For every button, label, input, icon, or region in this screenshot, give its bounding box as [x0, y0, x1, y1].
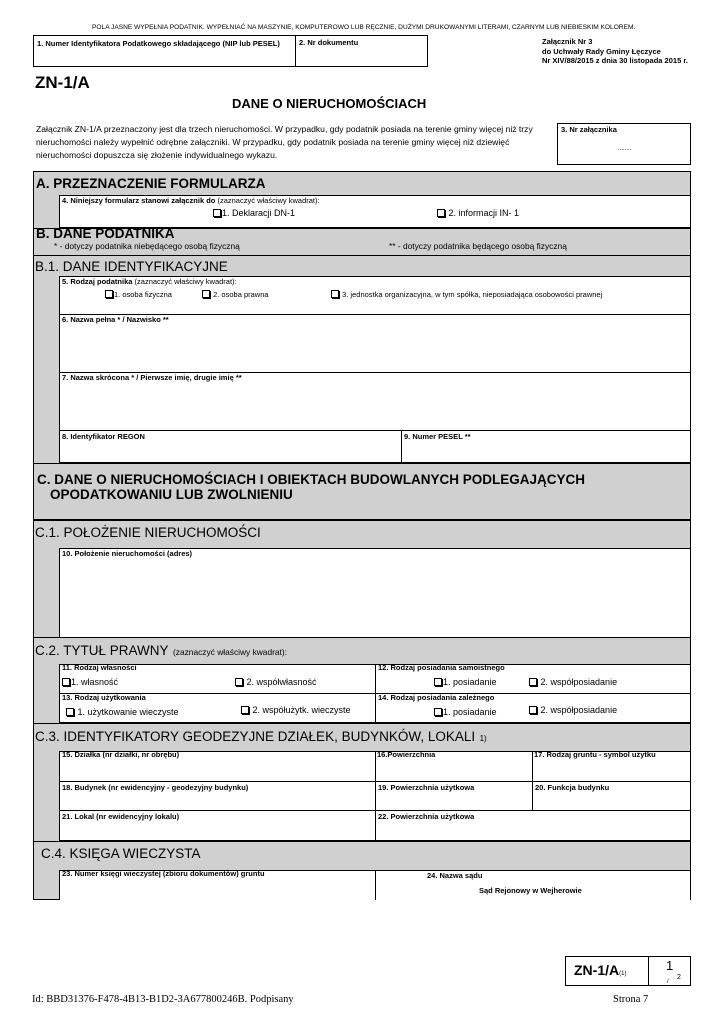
- section-b-note-1: * - dotyczy podatnika niebędącego osobą fizyczną: [54, 241, 240, 251]
- field-3-label: 3. Nr załącznika: [561, 125, 617, 134]
- field-16-area[interactable]: [375, 751, 533, 782]
- field-13-label: 13. Rodzaj użytkowania: [62, 693, 146, 702]
- field-21-label: 21. Lokal (nr ewidencyjny lokalu): [62, 812, 180, 821]
- field-12-label: 12. Rodzaj posiadania samoistnego: [378, 663, 505, 672]
- option-co-possession-12[interactable]: 2. współposiadanie: [529, 677, 617, 687]
- field-4-label: 4. Niniejszy formularz stanowi załącznik do (zaznaczyć właściwy kwadrat):: [62, 196, 320, 205]
- field-7-label: 7. Nazwa skrócona * / Pierwsze imię, drugie imię **: [62, 373, 242, 382]
- checkbox-in1[interactable]: [437, 209, 445, 217]
- option-ownership[interactable]: 1. własność: [62, 677, 118, 687]
- section-c-title-line-1: C. DANE O NIERUCHOMOŚCIACH I OBIEKTACH BUDOWLANYCH PODLEGAJĄCYCH: [37, 472, 586, 487]
- option-organizational-unit[interactable]: 3. jednostka organizacyjna, w tym spółka, nieposiadająca osobowości prawnej: [331, 290, 602, 299]
- section-c: [33, 464, 691, 520]
- footer-page-slash: /: [667, 979, 669, 985]
- field-16-label: 16.Powierzchnia: [377, 750, 436, 759]
- footer-code-sup: (1): [619, 971, 627, 977]
- checkbox-natural-person[interactable]: [105, 290, 113, 298]
- field-2-label: 2. Nr dokumentu: [299, 38, 359, 47]
- field-9-label: 9. Numer PESEL **: [404, 432, 471, 441]
- field-5-label: 5. Rodzaj podatnika (zaznaczyć właściwy kwadrat):: [62, 277, 237, 286]
- field-15-parcel[interactable]: [59, 751, 376, 782]
- option-dn1[interactable]: 1. Deklaracji DN-1: [213, 208, 295, 218]
- field-10-location[interactable]: [59, 548, 691, 638]
- field-22-label: 22. Powierzchnia użytkowa: [378, 812, 475, 821]
- section-c1-title: C.1. POŁOŻENIE NIERUCHOMOŚCI: [35, 525, 261, 540]
- field-1-label: 1. Numer Identyfikatora Podatkowego składającego (NIP lub PESEL): [37, 39, 280, 48]
- field-7-short-name[interactable]: [59, 372, 691, 432]
- section-a: [33, 171, 691, 229]
- checkbox-legal-person[interactable]: [202, 290, 210, 298]
- attachment-date: Nr XIV/88/2015 z dnia 30 listopada 2015 r.: [542, 56, 688, 65]
- field-20-label: 20. Funkcja budynku: [535, 783, 610, 792]
- section-c4-title: C.4. KSIĘGA WIECZYSTA: [41, 846, 201, 861]
- checkbox-co-possession-14[interactable]: [529, 706, 537, 714]
- field-8-regon[interactable]: [59, 430, 402, 463]
- attachment-resolution: do Uchwały Rady Gminy Łęczyce: [542, 46, 661, 56]
- checkbox-co-perpetual-usufruct[interactable]: [241, 706, 249, 714]
- option-possession-14[interactable]: 1. posiadanie: [434, 707, 497, 717]
- field-24-court[interactable]: [375, 870, 691, 900]
- section-c2-hint: (zaznaczyć właściwy kwadrat):: [172, 647, 288, 657]
- section-c4: [33, 842, 691, 900]
- option-perpetual-usufruct[interactable]: 1. użytkowanie wieczyste: [66, 707, 179, 717]
- checkbox-organizational-unit[interactable]: [331, 290, 339, 298]
- field-21-premises[interactable]: [59, 810, 376, 841]
- section-c3: [33, 724, 691, 842]
- field-20-building-function[interactable]: [532, 781, 691, 811]
- option-co-ownership[interactable]: 2. współwłasność: [235, 677, 317, 687]
- field-14-dependent-possession: [375, 693, 691, 723]
- section-c1: [33, 520, 691, 638]
- field-24-value: Sąd Rejonowy w Wejherowie: [479, 886, 582, 895]
- section-b: [33, 226, 691, 256]
- checkbox-possession-12[interactable]: [434, 678, 442, 686]
- field-23-land-register[interactable]: [59, 870, 376, 900]
- field-6-label: 6. Nazwa pełna * / Nazwisko **: [62, 315, 169, 324]
- field-17-land-type[interactable]: [532, 751, 691, 782]
- section-a-title: A. PRZEZNACZENIE FORMULARZA: [36, 176, 266, 191]
- attachment-header: [542, 37, 688, 66]
- field-18-label: 18. Budynek (nr ewidencyjny - geodezyjny budynku): [62, 783, 249, 792]
- top-note: POLA JASNE WYPEŁNIA PODATNIK. WYPEŁNIAĆ NA MASZYNIE, KOMPUTEROWO LUB RĘCZNIE, DUŻYMI DRUKOWANYMI LITERAMI, CZARNYM LUB NIEBIESKIM KOLOREM.: [92, 24, 636, 31]
- field-15-label: 15. Działka (nr działki, nr obrębu): [62, 750, 180, 759]
- field-23-label: 23. Numer księgi wieczystej (zbioru dokumentów) gruntu: [62, 869, 265, 878]
- field-6-full-name[interactable]: [59, 314, 691, 374]
- section-c2-title: [35, 642, 287, 660]
- field-19-usable-area[interactable]: [375, 781, 533, 811]
- footer-form-code: [574, 962, 626, 980]
- footer-form-code-box: [565, 956, 649, 986]
- footer-page-num: 1: [666, 958, 674, 973]
- page-number: Strona 7: [613, 994, 649, 1005]
- field-4-form-purpose: [59, 195, 691, 228]
- field-22-usable-area[interactable]: [375, 810, 691, 841]
- section-b-note-2: ** - dotyczy podatnika będącego osobą fizyczną: [389, 241, 567, 251]
- option-possession-12[interactable]: 1. posiadanie: [434, 677, 497, 687]
- footer-code-text: ZN-1/A: [574, 962, 620, 978]
- field-3-value: ........: [618, 146, 632, 152]
- document-id: Id: BBD31376-F478-4B13-B1D2-3A677800246B. Podpisany: [32, 994, 294, 1005]
- field-5-taxpayer-type: [59, 276, 691, 316]
- field-19-label: 19. Powierzchnia użytkowa: [378, 783, 475, 792]
- field-1-nip-pesel[interactable]: [33, 35, 296, 67]
- option-co-perpetual-usufruct[interactable]: 2. współużytk. wieczyste: [241, 705, 351, 715]
- checkbox-possession-14[interactable]: [434, 708, 442, 716]
- section-b-title: B. DANE PODATNIKA: [36, 226, 175, 241]
- option-legal-person[interactable]: 2. osoba prawna: [202, 290, 269, 299]
- section-c3-title-text: C.3. IDENTYFIKATORY GEODEZYJNE DZIAŁEK, BUDYNKÓW, LOKALI: [35, 729, 476, 744]
- field-11-label: 11. Rodzaj własności: [62, 663, 137, 672]
- option-in1[interactable]: 2. informacji IN- 1: [437, 208, 519, 218]
- field-3-attachment-number[interactable]: [557, 123, 691, 165]
- field-14-label: 14. Rodzaj posiadania zależnego: [378, 693, 495, 702]
- option-co-possession-14[interactable]: 2. współposiadanie: [529, 705, 617, 715]
- field-24-label: 24. Nazwa sądu: [427, 871, 483, 880]
- section-c3-title: [35, 728, 487, 746]
- field-9-pesel[interactable]: [401, 430, 691, 463]
- option-natural-person[interactable]: 1. osoba fizyczna: [105, 290, 172, 299]
- section-b1-title: B.1. DANE IDENTYFIKACYJNE: [35, 259, 228, 274]
- section-c3-footnote: 1): [479, 734, 487, 743]
- field-17-label: 17. Rodzaj gruntu - symbol użytku: [534, 750, 656, 759]
- footer-page-box: [648, 956, 691, 986]
- attachment-number: Załącznik Nr 3: [542, 37, 593, 46]
- section-c2-title-text: C.2. TYTUŁ PRAWNY: [35, 643, 169, 658]
- checkbox-dn1[interactable]: [213, 209, 221, 217]
- field-11-ownership-type: [59, 664, 376, 694]
- field-18-building[interactable]: [59, 781, 376, 811]
- intro-text: Załącznik ZN-1/A przeznaczony jest dla trzech nieruchomości. W przypadku, gdy podatnik posiada na terenie gminy więcej niż trzy nieruchomości należy wypełnić odrębne załączniki. W przypadku, gdy podatnik posiada na terenie gminy więcej niż dziewięć nieruchomości dopuszcza się złożenie indywidualnego wykazu.: [36, 124, 533, 160]
- field-12-independent-possession: [375, 664, 691, 694]
- footer-page-den: 2: [677, 974, 681, 981]
- section-c-title-line-2: OPODATKOWANIU LUB ZWOLNIENIU: [50, 487, 293, 502]
- field-2-document-number[interactable]: [295, 35, 428, 67]
- field-10-label: 10. Położenie nieruchomości (adres): [62, 549, 193, 558]
- checkbox-perpetual-usufruct[interactable]: [66, 708, 74, 716]
- section-c2: [33, 638, 691, 724]
- checkbox-co-possession-12[interactable]: [529, 678, 537, 686]
- checkbox-co-ownership[interactable]: [235, 678, 243, 686]
- form-code: ZN-1/A: [35, 73, 90, 92]
- page-title: DANE O NIERUCHOMOŚCIACH: [232, 96, 427, 111]
- section-b1: [33, 256, 691, 464]
- field-8-label: 8. Identyfikator REGON: [62, 432, 145, 441]
- field-13-usage-type: [59, 693, 376, 723]
- checkbox-ownership[interactable]: [62, 678, 70, 686]
